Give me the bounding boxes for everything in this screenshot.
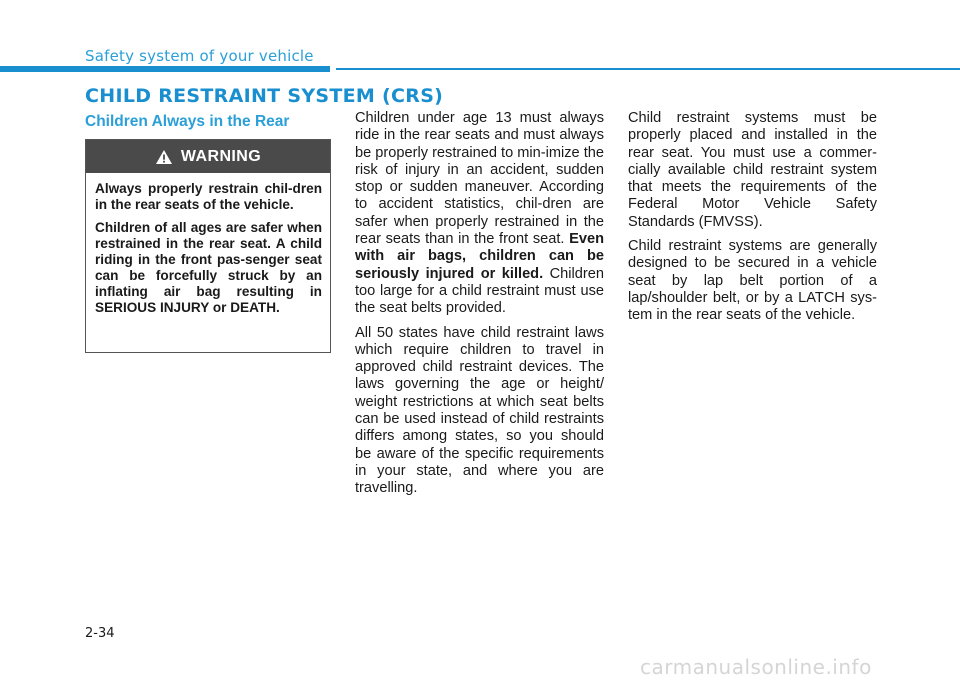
page-title: CHILD RESTRAINT SYSTEM (CRS)	[85, 85, 444, 107]
header-section-label: Safety system of your vehicle	[85, 47, 314, 65]
body-paragraph: All 50 states have child restraint laws which require children to travel in approved child restraint devices. The laws governing the age or height/ weight restrictions at which seat belts can be used instead of child restraints differs among states, so you should be aware of the specific requirements in your state, and where you are travelling.	[355, 324, 604, 497]
warning-paragraph: Always properly restrain chil-dren in the rear seats of the vehicle.	[95, 181, 322, 212]
middle-column	[355, 110, 604, 505]
body-paragraph	[355, 110, 604, 318]
warning-paragraph: Children of all ages are safer when restrained in the rear seat. A child riding in the front pas-senger seat can be forcefully struck by an inflating air bag resulting in SERIOUS INJURY or DEATH.	[95, 220, 322, 315]
warning-header	[86, 140, 330, 173]
warning-box	[85, 139, 331, 353]
warning-triangle-icon	[155, 149, 173, 165]
body-text-bold: Even with air bags, children can be seriously injured or killed.	[355, 231, 604, 282]
page-number: 2-34	[85, 626, 115, 641]
subheading: Children Always in the Rear	[85, 113, 290, 130]
body-paragraph: Child restraint systems must be properly placed and installed in the rear seat. You must use a commer-cially available child restraint system that meets the requirements of the Federal Motor Vehicle Safety Standards (FMVSS).	[628, 110, 877, 230]
warning-body	[86, 173, 330, 316]
header-bar-thick	[0, 66, 330, 72]
body-paragraph: Child restraint systems are generally designed to be secured in a vehicle seat by lap belt portion of a lap/shoulder belt, or by a LATCH sys-tem in the rear seats of the vehicle.	[628, 238, 877, 324]
body-text: Children under age 13 must always ride in the rear seats and must always be properly restrained to min-imize the risk of injury in an accident, sudden stop or sudden maneuver. According to accident statistics, chil-dren are safer when properly restrained in the rear seats than in the front seat.	[355, 110, 605, 248]
body-text: Children too large for a child restraint must use the seat belts provided.	[355, 265, 604, 317]
right-column	[628, 110, 877, 332]
watermark: carmanualsonline.info	[640, 655, 872, 679]
header-bar-thin	[336, 68, 960, 70]
warning-label: WARNING	[180, 147, 262, 165]
